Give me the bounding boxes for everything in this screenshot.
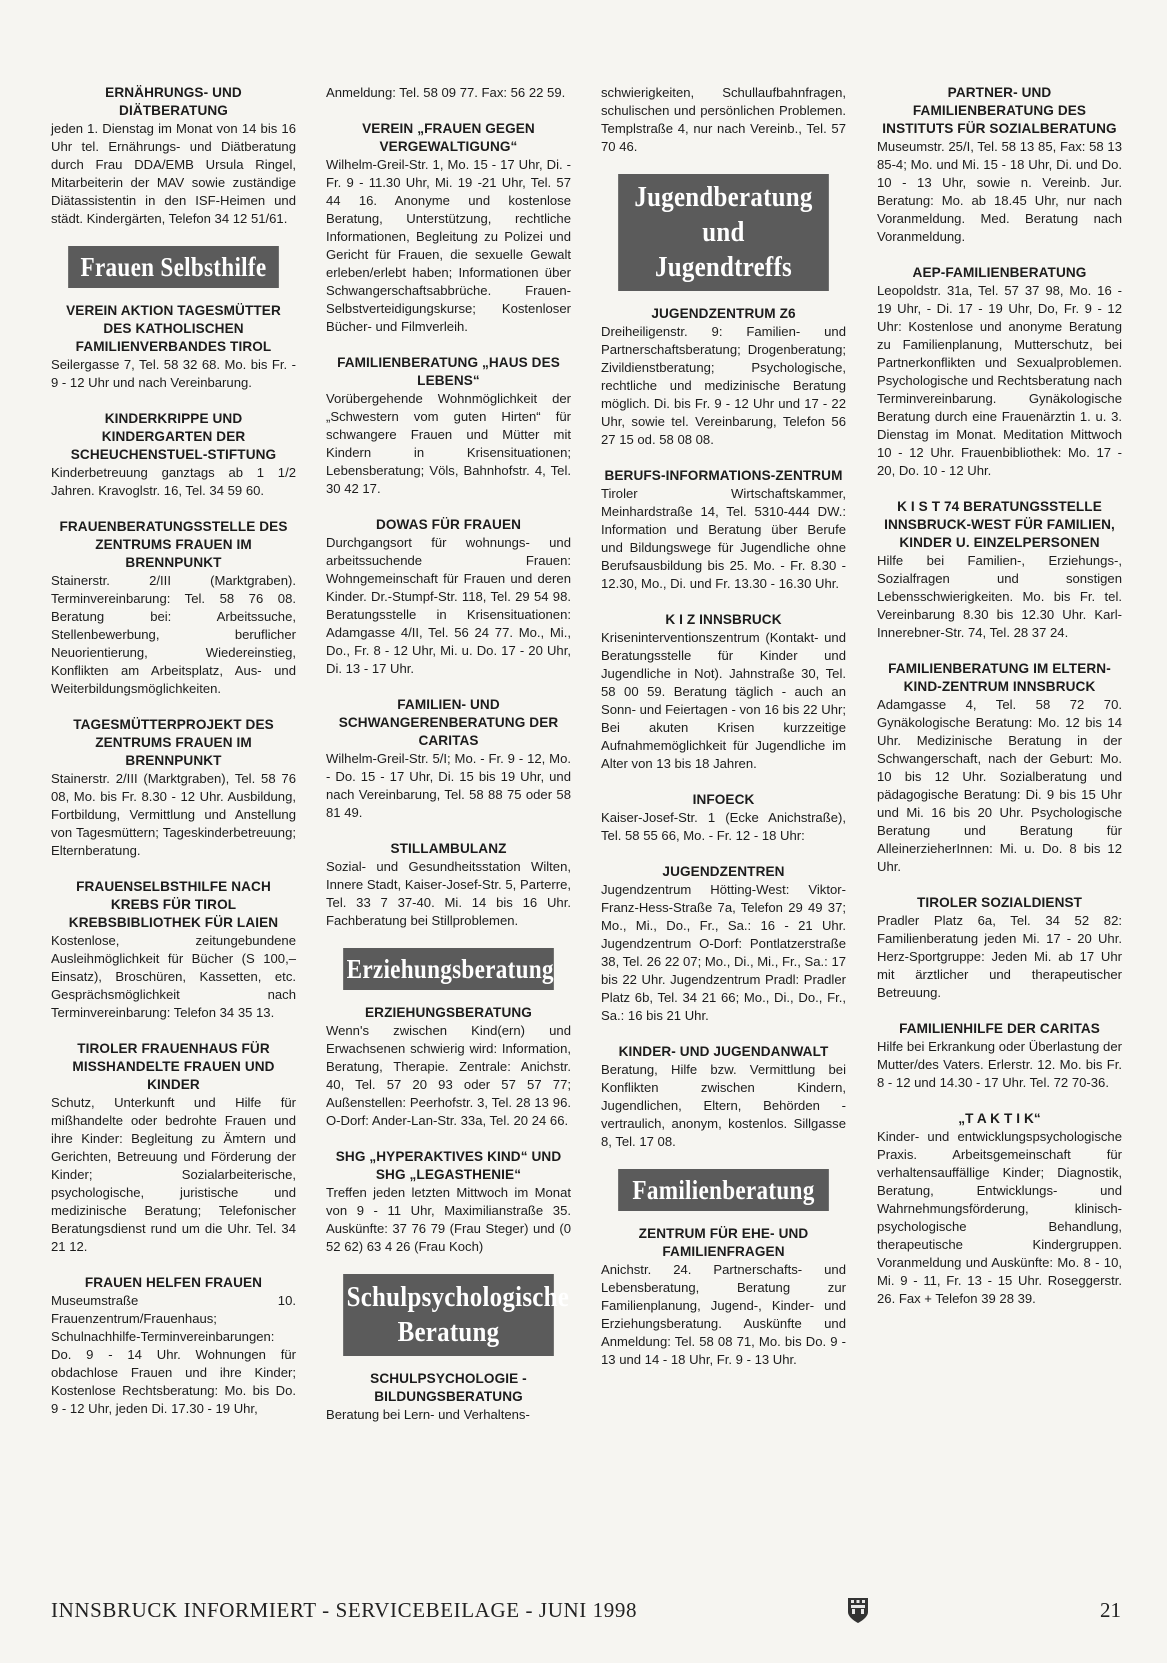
listing-entry <box>601 611 846 773</box>
entry-heading: INFOECK <box>692 792 755 807</box>
entry-heading: FAMILIENHILFE DER CARITAS <box>899 1021 1100 1036</box>
entry-text: Kinderbetreuung ganztags ab 1 1/2 Jahren. Kravoglstr. 16, Tel. 34 59 60. <box>51 465 296 498</box>
listing-entry <box>51 716 296 860</box>
footer-title: INNSBRUCK INFORMIERT - SERVICEBEILAGE - JUNI 1998 <box>51 1598 638 1622</box>
column-4 <box>877 84 1122 1326</box>
entry-heading: FRAUENSELBSTHILFE NACH KREBS FÜR TIROL KREBSBIBLIOTHEK FÜR LAIEN <box>68 879 279 930</box>
entry-heading: ERNÄHRUNGS- UND DIÄTBERATUNG <box>105 85 242 118</box>
entry-text: Dreiheiligenstr. 9: Familien- und Partnerschaftsberatung; Drogenberatung; Zivildienstberatung; Psychologische, rechtliche und medizinische Beratung möglich. Di. bis Fr. 9 - 12 Uhr und 17 - 22 Uhr, sowie tel. Vereinbarung, Telefon 56 27 15 od. 58 08 08. <box>601 324 846 447</box>
page-footer <box>51 1598 1121 1634</box>
entry-heading: BERUFS-INFORMATIONS-ZENTRUM <box>604 468 843 483</box>
entry-text: Leopoldstr. 31a, Tel. 57 37 98, Mo. 16 - 19 Uhr, - Di. 17 - 19 Uhr, Do, Fr. 9 - 12 Uhr: Kostenlose und anonyme Beratung zu Familienplanung, Mutterschutz, bei Partnerkonflikten und Sexualproblemen. Psychologische und Rechtsberatung nach Terminvereinbarung. Gynäkologische Beratung durch eine Frauenärztin 1. u. 3. Dienstag im Monat. Meditation Mittwoch 10 - 12 Uhr. Frauenbibliothek: Mo. 17 - 20, Do. 10 - 12 Uhr. <box>877 283 1122 478</box>
listing-entry <box>326 1148 571 1256</box>
entry-heading: SHG „HYPERAKTIVES KIND“ UND SHG „LEGASTHENIE“ <box>335 1149 562 1182</box>
listing-entry <box>326 120 571 336</box>
city-crest-icon <box>847 1596 869 1624</box>
entry-heading: KINDERKRIPPE UND KINDERGARTEN DER SCHEUCHENSTUEL-STIFTUNG <box>70 411 277 462</box>
continued-text: Anmeldung: Tel. 58 09 77. Fax: 56 22 59. <box>326 85 566 100</box>
listing-entry <box>601 1225 846 1369</box>
entry-heading: FAMILIEN- UND SCHWANGERENBERATUNG DER CARITAS <box>338 697 559 748</box>
section-banner-line: Jugendberatung und <box>634 181 813 248</box>
entry-text: Pradler Platz 6a, Tel. 34 52 82: Familienberatung jeden Mi. 17 - 20 Uhr. Herz-Sportgruppe: Jeden Mi. ab 17 Uhr mit ärztlicher und therapeutischer Betreuung. <box>877 913 1122 1000</box>
listing-entry <box>601 863 846 1025</box>
entry-text: Museumstr. 25/I, Tel. 58 13 85, Fax: 58 13 85-4; Mo. und Mi. 15 - 18 Uhr, Di. und Do. 10 - 13 Uhr, sowie n. Vereinb. Jur. Beratung: Mo. ab 18.45 Uhr, nur nach Voranmeldung. Med. Beratung nach Voranmeldung. <box>877 139 1122 244</box>
entry-heading: ZENTRUM FÜR EHE- UND FAMILIENFRAGEN <box>638 1226 809 1259</box>
entry-heading: FAMILIENBERATUNG IM ELTERN-KIND-ZENTRUM INNSBRUCK <box>888 661 1111 694</box>
listing-entry <box>51 84 296 228</box>
entry-text: Hilfe bei Erkrankung oder Überlastung der Mutter/des Vaters. Erlerstr. 12. Mo. bis Fr. 8 - 12 und 14.30 - 17 Uhr. Tel. 72 70-36. <box>877 1039 1122 1090</box>
entry-text: Wilhelm-Greil-Str. 1, Mo. 15 - 17 Uhr, Di. - Fr. 9 - 11.30 Uhr, Mi. 19 -21 Uhr, Tel. 57 44 16. Anonyme und kostenlose Beratung, Unterstützung, rechtliche Informationen, Begleitung zu Polizei und Gericht für Frauen, die sexuelle Gewalt erleben/erlebt haben; Informationen über Schwangerschaftsabbrüche. Frauen-Selbstverteidigungskurse; Kostenloser Bücher- und Filmverleih. <box>326 157 571 334</box>
section-banner: Frauen Selbsthilfe <box>68 246 279 288</box>
entry-text: Stainerstr. 2/III (Marktgraben), Tel. 58 76 08, Mo. bis Fr. 8.30 - 12 Uhr. Ausbildung, Fortbildung, Vermittlung und Anstellung von Tagesmüttern; Tageskinderbetreuung; Elternberatung. <box>51 771 296 858</box>
entry-text: Adamgasse 4, Tel. 58 72 70. Gynäkologische Beratung: Mo. 12 bis 14 Uhr. Medizinische Beratung in der Schwangerschaft, nach der Geburt: Mo. 10 bis 12 Uhr. Sozialberatung und pädagogische Beratung: Di. 9 bis 15 Uhr und Mi. 16 bis 20 Uhr. Psychologische Beratung und Beratung für AlleinerzieherInnen: Mi. u. Do. 8 bis 12 Uhr. <box>877 697 1122 874</box>
entry-heading: K I Z INNSBRUCK <box>665 612 782 627</box>
entry-heading: VEREIN „FRAUEN GEGEN VERGEWALTIGUNG“ <box>362 121 535 154</box>
entry-text: Sozial- und Gesundheitsstation Wilten, Innere Stadt, Kaiser-Josef-Str. 5, Parterre, Tel. 33 7 37-40. Mi. 14 bis 16 Uhr. Fachberatung bei Stillproblemen. <box>326 859 571 928</box>
entry-heading: SCHULPSYCHOLOGIE - BILDUNGSBERATUNG <box>370 1371 527 1404</box>
listing-entry <box>601 1043 846 1151</box>
listing-entry <box>877 1020 1122 1092</box>
section-banner-line: Schulpsychologische <box>346 1281 570 1313</box>
section-banner: Familienberatung <box>618 1169 829 1211</box>
listing-entry <box>51 1274 296 1418</box>
continued-text: schwierigkeiten, Schullaufbahnfragen, schulischen und persönlichen Problemen. Templstraße 4, nur nach Vereinb., Tel. 57 70 46. <box>601 85 846 154</box>
listing-entry <box>877 894 1122 1002</box>
entry-heading: PARTNER- UND FAMILIENBERATUNG DES INSTITUTS FÜR SOZIALBERATUNG <box>882 85 1117 136</box>
listing-entry <box>51 410 296 500</box>
entry-heading: DOWAS FÜR FRAUEN <box>375 517 522 532</box>
entry-text: Kriseninterventionszentrum (Kontakt- und Beratungsstelle für Kinder und Jugendliche in Not). Jahnstraße 30, Tel. 58 00 59. Beratung täglich - auch an Sonn- und Feiertagen - von 16 bis 22 Uhr; Bei akuten Krisen kurzzeitige Aufnahmemöglichkeit für Jugendliche im Alter von 13 bis 18 Jahren. <box>601 630 846 771</box>
entry-text: Schutz, Unterkunft und Hilfe für mißhandelte oder bedrohte Frauen und ihre Kinder: Begleitung zu Ämtern und Gerichten, Betreuung und Förderung der Kinder; Sozialarbeiterische, psychologische, juristische und medizinische Beratung; Telefonischer Beratungsdienst rund um die Uhr. Tel. 34 21 12. <box>51 1095 296 1254</box>
listing-entry <box>601 467 846 593</box>
section-banner-line: Beratung <box>397 1316 500 1348</box>
entry-heading: ERZIEHUNGSBERATUNG <box>365 1005 532 1020</box>
entry-heading: STILLAMBULANZ <box>390 841 507 856</box>
entry-text: Vorübergehende Wohnmöglichkeit der „Schwestern vom guten Hirten“ für schwangere Frauen und Mütter mit Kindern in Krisensituationen; Lebensberatung; Völs, Bahnhofstr. 4, Tel. 30 42 17. <box>326 391 571 496</box>
entry-heading: AEP-FAMILIENBERATUNG <box>912 265 1087 280</box>
entry-text: Seilergasse 7, Tel. 58 32 68. Mo. bis Fr. - 9 - 12 Uhr und nach Vereinbarung. <box>51 357 296 390</box>
entry-text: Kaiser-Josef-Str. 1 (Ecke Anichstraße), Tel. 58 55 66, Mo. - Fr. 12 - 18 Uhr: <box>601 810 846 843</box>
listing-entry <box>326 840 571 930</box>
entry-text: Hilfe bei Familien-, Erziehungs-, Sozialfragen und sonstigen Lebensschwierigkeiten. Mo. bis Fr. tel. Vereinbarung 8.30 bis 12.30 Uhr. Karl-Innerebner-Str. 74, Tel. 28 37 24. <box>877 553 1122 640</box>
column-1 <box>51 84 296 1436</box>
entry-heading: FAMILIENBERATUNG „HAUS DES LEBENS“ <box>337 355 560 388</box>
entry-heading: JUGENDZENTREN <box>662 864 785 879</box>
entry-text: Kostenlose, zeitungebundene Ausleihmöglichkeit für Bücher (S 100,– Einsatz), Broschüren, Kassetten, etc. Gesprächsmöglichkeit nach Terminvereinbarung: Telefon 34 35 13. <box>51 933 296 1020</box>
entry-heading: JUGENDZENTRUM Z6 <box>651 306 796 321</box>
entry-text: Wenn's zwischen Kind(ern) und Erwachsenen schwierig wird: Information, Beratung, Therapie. Zentrale: Anichstr. 40, Tel. 57 20 93 oder 57 57 77; Außenstellen: Peerhofstr. 3, Tel. 28 13 96. O-Dorf: Ander-Lan-Str. 33a, Tel. 20 24 66. <box>326 1023 571 1128</box>
entry-text: Beratung, Hilfe bzw. Vermittlung bei Konflikten zwischen Kindern, Jugendlichen, Eltern, Behörden - vertraulich, anonym, kostenlos. Sillgasse 8, Tel. 17 08. <box>601 1062 846 1149</box>
listing-entry <box>326 516 571 678</box>
entry-text: Treffen jeden letzten Mittwoch im Monat von 9 - 11 Uhr, Maximilianstraße 35. Auskünfte: 37 76 79 (Frau Steger) und (0 52 62) 63 4 26 (Frau Koch) <box>326 1185 571 1254</box>
entry-text: Anichstr. 24. Partnerschafts- und Lebensberatung, Beratung zur Familienplanung, Jugend-, Kinder- und Erziehungsberatung. Auskünfte und Anmeldung: Tel. 58 08 71, Mo. bis Do. 9 - 13 und 14 - 18 Uhr, Fr. 9 - 13 Uhr. <box>601 1262 846 1367</box>
listing-entry <box>51 878 296 1022</box>
section-banner <box>343 1274 570 1356</box>
entry-text: Kinder- und entwicklungspsychologische Praxis. Arbeitsgemeinschaft für verhaltensauffällige Kinder; Diagnostik, Beratung, Entwicklungs- und Wahrnehmungsförderung, klinisch-psychologische Behandlung, therapeutische Kindergruppen. Voranmeldung und Auskünfte: Mo. 8 - 10, Mi. 9 - 11, Fr. 13 - 15 Uhr. Roseggerstr. 26. Fax + Telefon 39 28 39. <box>877 1129 1122 1306</box>
listing-entry <box>877 264 1122 480</box>
entry-heading: K I S T 74 BERATUNGSSTELLE INNSBRUCK-WEST FÜR FAMILIEN, KINDER U. EINZELPERSONEN <box>884 499 1115 550</box>
entry-heading: VEREIN AKTION TAGESMÜTTER DES KATHOLISCHEN FAMILIENVERBANDES TIROL <box>66 303 281 354</box>
entry-heading: TIROLER SOZIALDIENST <box>916 895 1083 910</box>
listing-entry <box>877 84 1122 246</box>
entry-heading: FRAUENBERATUNGSSTELLE DES ZENTRUMS FRAUEN IM BRENNPUNKT <box>59 519 288 570</box>
listing-entry <box>51 1040 296 1256</box>
column-3 <box>601 84 846 1387</box>
section-banner: Erziehungsberatung <box>343 948 554 990</box>
listing-entry <box>326 1004 571 1130</box>
listing-entry <box>601 305 846 449</box>
entry-text: Museumstraße 10. Frauenzentrum/Frauenhaus; Schulnachhilfe-Terminvereinbarungen: Do. 9 - 14 Uhr. Wohnungen für obdachlose Frauen und ihre Kinder; Kostenlose Rechtsberatung: Mo. bis Do. 9 - 12 Uhr, jeden Di. 17.30 - 19 Uhr, <box>51 1293 296 1416</box>
section-banner <box>618 174 829 291</box>
entry-heading: FRAUEN HELFEN FRAUEN <box>84 1275 263 1290</box>
entry-text: Stainerstr. 2/III (Marktgraben). Terminvereinbarung: Tel. 58 76 08. Beratung bei: Arbeitssuche, Stellenbewerbung, beruflicher Neuorientierung, Wiedereinstieg, Konflikten am Arbeitsplatz, Aus- und Weiterbildungsmöglichkeiten. <box>51 573 296 696</box>
entry-text: jeden 1. Dienstag im Monat von 14 bis 16 Uhr tel. Ernährungs- und Diätberatung durch Frau DDA/EMB Ursula Ringel, Mitarbeiterin der MAV sowie zuständige Diätassistentin in den ISF-Heimen und städt. Kindergärten, Telefon 34 12 51/61. <box>51 121 296 226</box>
entry-text: Tiroler Wirtschaftskammer, Meinhardstraße 14, Tel. 5310-444 DW.: Information und Beratung über Berufe und Bildungswege für Jugendliche ohne Berufsausbildung bis 25. Mo. - Fr. 8.30 - 12.30, Mo., Di. und Fr. 13.30 - 16.30 Uhr. <box>601 486 846 591</box>
listing-entry <box>51 302 296 392</box>
listing-entry <box>877 1110 1122 1308</box>
entry-text: Durchgangsort für wohnungs- und arbeitssuchende Frauen: Wohngemeinschaft für Frauen und deren Kinder. Dr.-Stumpf-Str. 118, Tel. 29 54 98. Beratungsstelle in Krisensituationen: Adamgasse 4/II, Tel. 56 24 77. Mo., Mi., Do., Fr. 8 - 12 Uhr, Mi. u. Do. 17 - 20 Uhr, Di. 13 - 17 Uhr. <box>326 535 571 676</box>
column-2 <box>326 84 571 1442</box>
entry-text: Jugendzentrum Hötting-West: Viktor-Franz-Hess-Straße 7a, Telefon 29 49 37; Mo., Mi., Do., Fr., Sa.: 16 - 21 Uhr. Jugendzentrum O-Dorf: Pontlatzerstraße 38, Tel. 26 22 07; Mo., Di., Mi., Fr., Sa.: 17 bis 22 Uhr. Jugendzentrum Pradl: Pradler Platz 6b, Tel. 34 21 66; Mo., Di., Do., Fr., Sa.: 16 bis 21 Uhr. <box>601 882 847 1023</box>
listing-entry <box>877 660 1122 876</box>
entry-text: Wilhelm-Greil-Str. 5/I; Mo. - Fr. 9 - 12, Mo. - Do. 15 - 17 Uhr, Di. 15 bis 19 Uhr, und nach Vereinbarung, Tel. 58 88 75 oder 58 81 49. <box>326 751 571 820</box>
listing-entry <box>326 696 571 822</box>
page-number: 21 <box>1100 1598 1121 1622</box>
listing-entry <box>601 791 846 845</box>
listing-entry <box>326 354 571 498</box>
entry-text: Beratung bei Lern- und Verhaltens- <box>326 1407 530 1422</box>
entry-heading: TAGESMÜTTERPROJEKT DES ZENTRUMS FRAUEN IM BRENNPUNKT <box>73 717 274 768</box>
listing-entry <box>877 498 1122 642</box>
entry-heading: „T A K T I K“ <box>958 1111 1041 1126</box>
entry-heading: KINDER- UND JUGENDANWALT <box>618 1044 829 1059</box>
section-banner-line: Jugendtreffs <box>654 251 793 283</box>
entry-heading: TIROLER FRAUENHAUS FÜR MISSHANDELTE FRAUEN UND KINDER <box>72 1041 275 1092</box>
listing-entry <box>51 518 296 698</box>
listing-entry <box>326 1370 571 1424</box>
